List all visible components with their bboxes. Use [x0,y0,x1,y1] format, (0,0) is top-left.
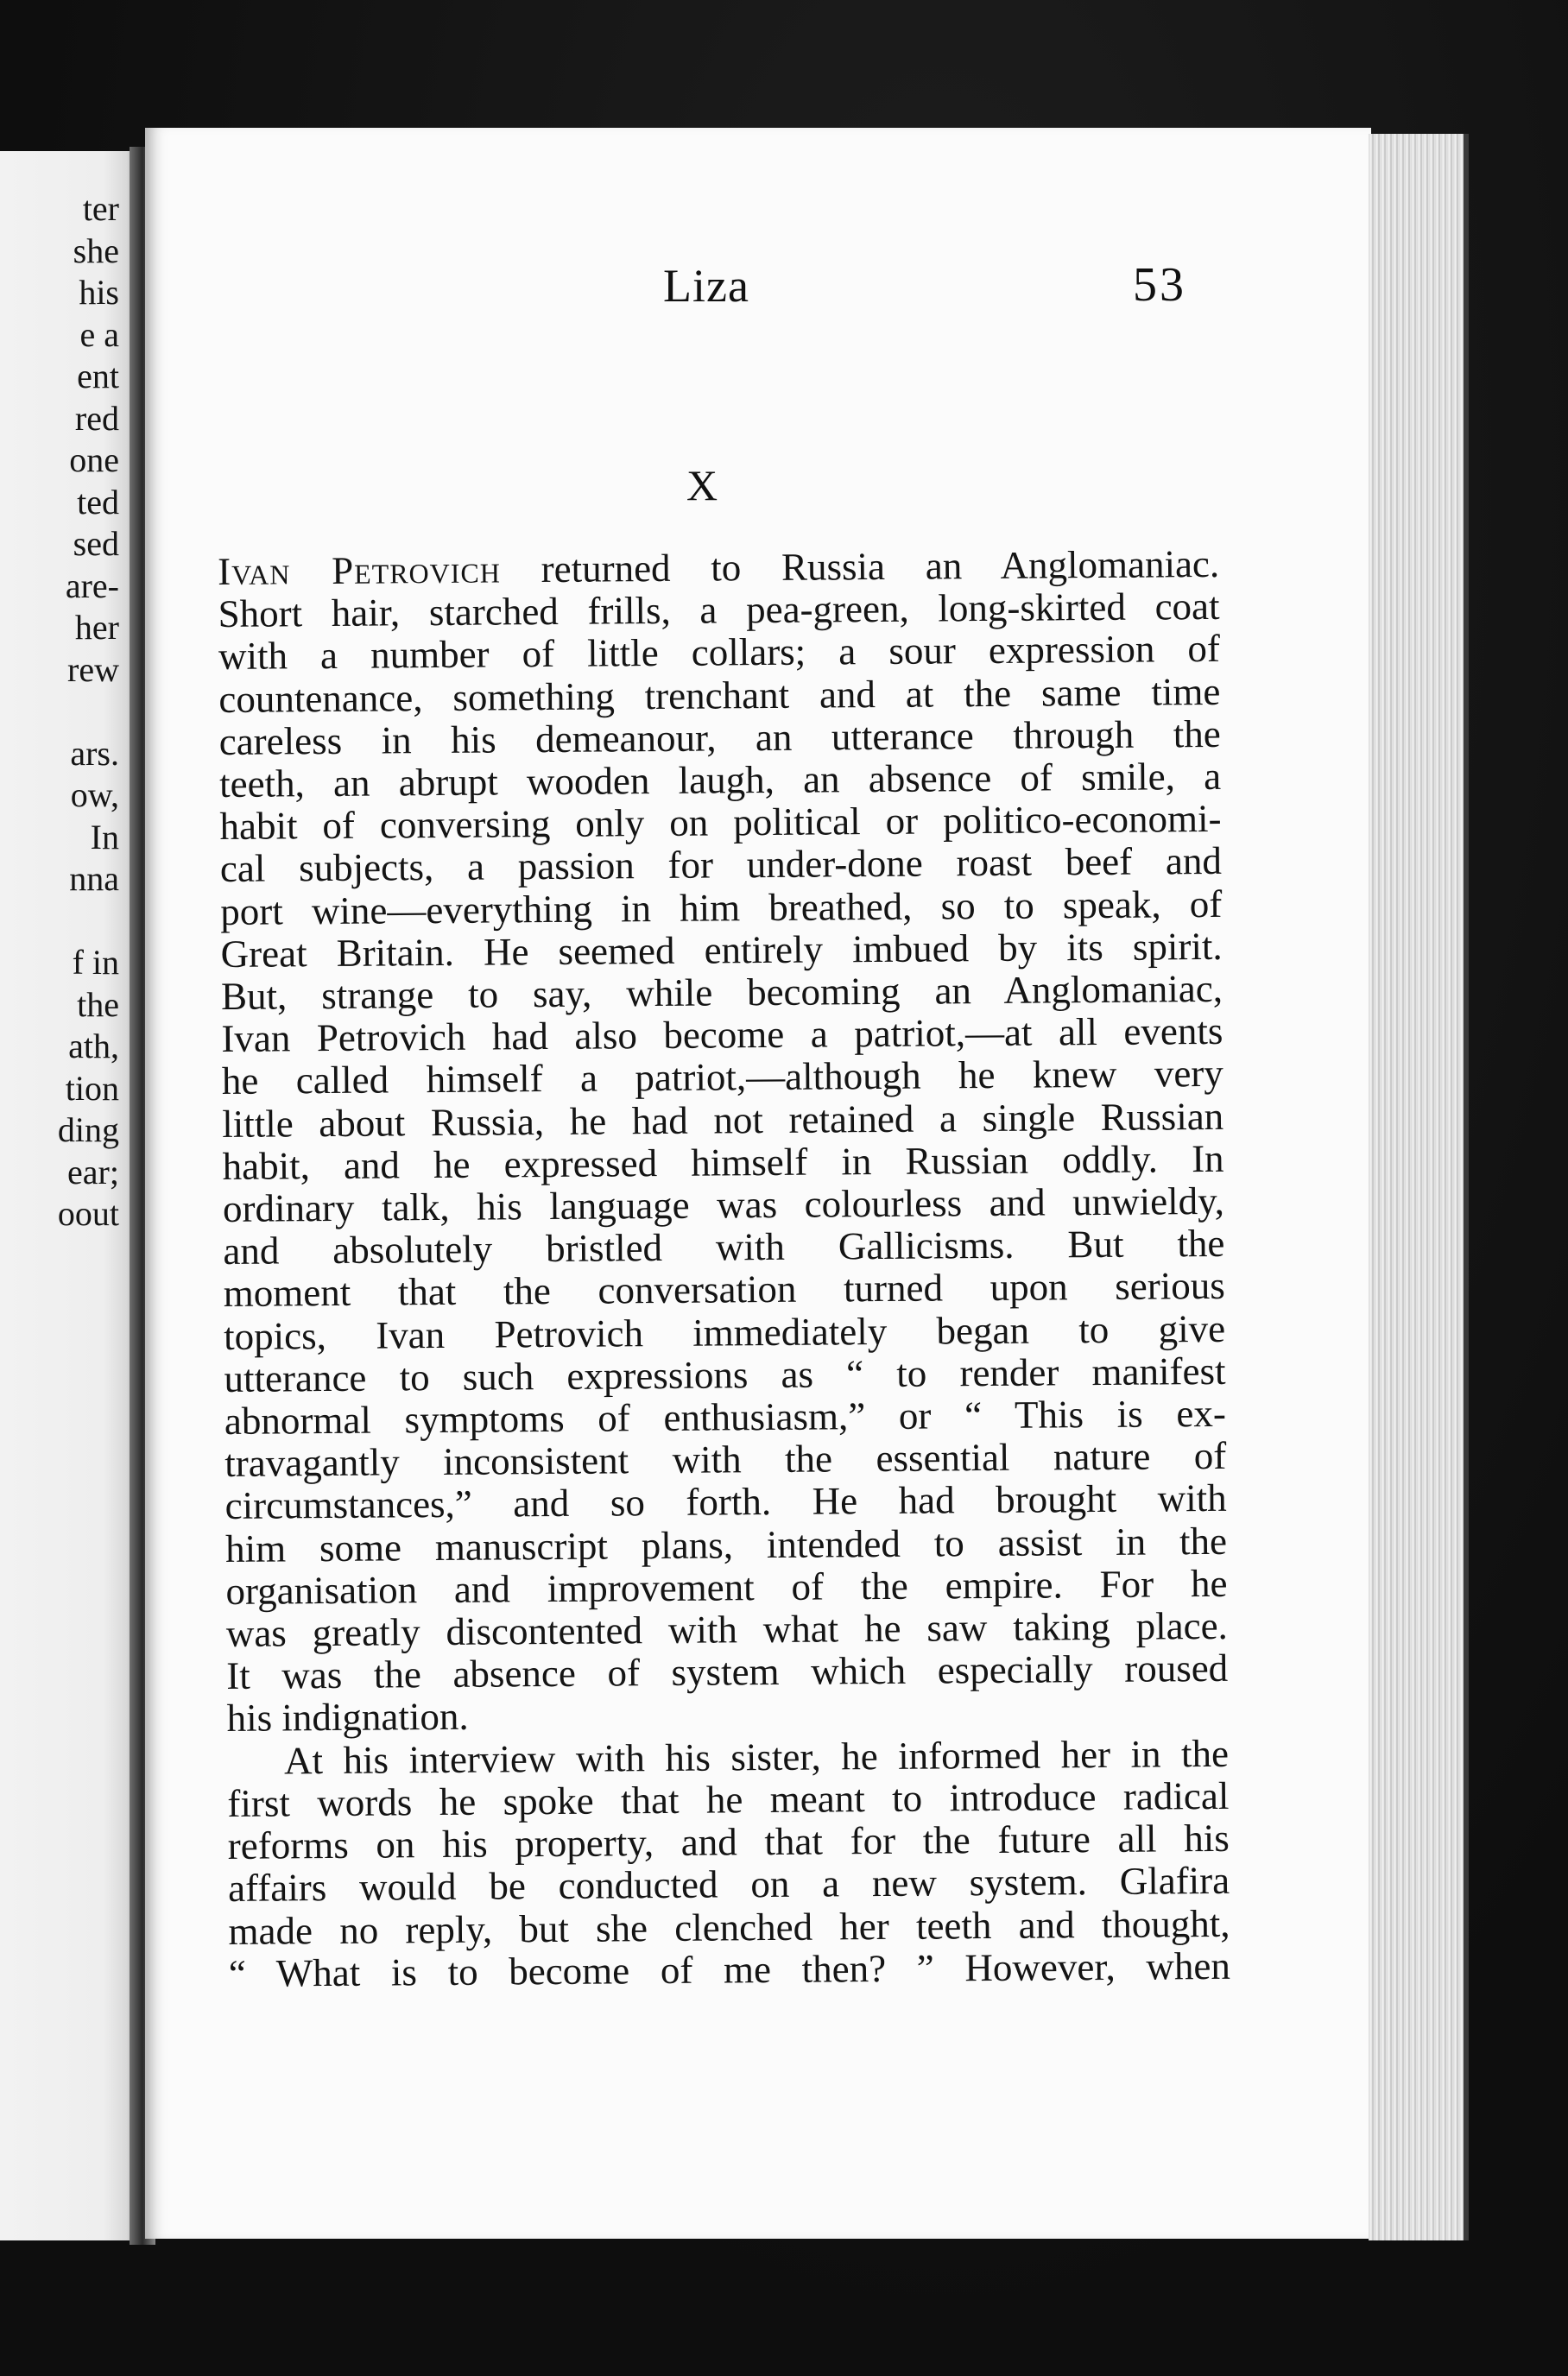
text-line: But, strange to say, while becoming an Anglomaniac, [220,966,1223,1019]
left-page-line: ath, [68,1027,119,1065]
left-page-line: the [77,984,119,1024]
first-line-rest: returned to Russia an Anglomaniac. [541,541,1220,591]
text-line: affairs would be conducted on a new system. Glafira [227,1859,1230,1911]
text-line: teeth, an abrupt wooden laugh, an absence of smile, a [218,754,1222,806]
text-line: habit, and he expressed himself in Russian oddly. In [222,1136,1224,1188]
left-page-line: one [69,440,119,479]
body-text [218,543,1230,1995]
text-line: It was the absence of system which especially roused [226,1646,1229,1698]
left-page-line: she [73,231,119,270]
left-page-line: ted [77,482,119,521]
left-page-line: ter [82,189,119,228]
text-line: utterance to such expressions as “ to render manifest [224,1349,1226,1400]
text-line: reforms on his property, and that for the future all his [227,1816,1230,1868]
chapter-number: X [686,461,718,509]
left-page-line: are- [65,566,119,605]
text-line: him some manuscript plans, intended to assist in the [224,1519,1228,1570]
text-line: habit of conversing only on political or politico-economi- [219,797,1222,849]
left-page-line: ow, [70,775,119,814]
text-line: circumstances,” and so forth. He had brought with [224,1476,1227,1528]
text-line: he called himself a patriot,—although he knew very [221,1052,1223,1103]
left-page-line: oout [57,1194,119,1233]
left-page-line: his [79,273,119,312]
page-number: 53 [1133,258,1186,312]
text-line: “ What is to become of me then? ” However, when [228,1943,1231,1995]
text-line: topics, Ivan Petrovich immediately began to give [223,1306,1226,1358]
running-head: Liza [663,260,749,312]
left-page-line: rew [67,649,119,689]
left-page-line: e a [79,314,119,354]
text-line: Ivan Petrovich had also become a patriot,—at all events [221,1009,1223,1061]
text-line: moment that the conversation turned upon serious [223,1264,1225,1316]
left-page-line: tion [65,1068,119,1108]
text-line: with a number of little collars; a sour expression of [218,627,1221,679]
text-line: travagantly inconsistent with the essential nature of [224,1434,1227,1486]
text-line: made no reply, but she clenched her teeth and thought, [228,1901,1230,1953]
page-edges [1369,134,1469,2240]
text-line: little about Russia, he had not retained a single Russian [222,1094,1224,1146]
left-page-line: In [90,817,119,856]
text-line: and absolutely bristled with Gallicisms. But the [223,1222,1225,1273]
text-line: Great Britain. He seemed entirely imbued by its spirit. [220,924,1223,976]
left-page-line: her [74,608,119,647]
text-line: countenance, something trenchant and at the same time [218,669,1221,721]
text-line: was greatly discontented with what he saw taking place. [225,1603,1229,1656]
text-line: organisation and improvement of the empire. For he [225,1561,1228,1613]
opening-words: Ivan Petrovich [217,547,502,593]
left-page-line: ding [57,1110,119,1149]
text-line: cal subjects, a passion for under-done roast beef and [219,839,1223,891]
left-page-line: sed [73,524,119,563]
left-page-line: ars. [70,733,119,773]
left-page-line: red [74,398,119,438]
text-line: At his interview with his sister, he informed her in the [283,1731,1230,1783]
text-line: his indignation. [226,1695,469,1741]
text-line: first words he spoke that he meant to introduce radical [227,1773,1230,1825]
left-page-line: nna [69,859,119,898]
text-line: abnormal symptoms of enthusiasm,” or “ This is ex- [224,1391,1227,1444]
left-page-fragment [0,151,138,2240]
left-page-line: f in [72,943,119,982]
text-line: Short hair, starched frills, a pea-green, long-skirted coat [218,585,1220,636]
left-page-line: ent [77,357,119,395]
text-line: port wine—everything in him breathed, so to speak, of [220,882,1223,933]
text-line: ordinary talk, his language was colourless and unwieldy, [222,1179,1225,1231]
left-page-line: ear; [67,1152,119,1191]
text-line: careless in his demeanour, an utterance through the [218,711,1221,763]
